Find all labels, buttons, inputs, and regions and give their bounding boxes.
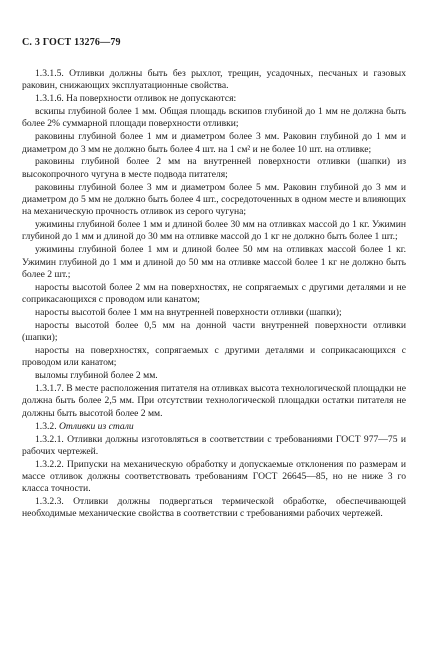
list-item: выломы глубиной более 2 мм.	[35, 370, 158, 382]
list-item: раковины глубиной более 1 мм и диаметром более 3 мм. Раковин глубиной до 1 мм и диаметром до 3 мм не должно быть более 4 шт. на 1 см² и не более 10 шт. на отливке;	[22, 131, 406, 155]
list-item: ужимины глубиной более 1 мм и длиной более 30 мм на отливках массой до 1 кг. Ужимин глубиной до 1 мм и длиной до 30 мм на отливке массой до 1 кг не должно быть более 1 шт.;	[22, 219, 406, 243]
list-item: наросты на поверхностях, сопрягаемых с другими деталями и соприкасающихся с проводом или канатом;	[22, 345, 406, 369]
paragraph-1-3-2-1: 1.3.2.1. Отливки должны изготовляться в соответствии с требованиями ГОСТ 977—75 и рабочих чертежей.	[22, 433, 406, 457]
paragraph-1-3-1-5: 1.3.1.5. Отливки должны быть без рыхлот, трещин, усадочных, песчаных и газовых раковин, снижающих эксплуатационные свойства.	[22, 68, 406, 92]
list-item: вскипы глубиной более 1 мм. Общая площадь вскипов глубиной до 1 мм не должна быть более 2% суммарной площади поверхности отливки;	[22, 106, 406, 130]
paragraph-1-3-1-7: 1.3.1.7. В месте расположения питателя на отливках высота технологической площадки не должна быть более 2,5 мм. При отсутствии технологической площадки остатки питателя не должны быть высотой более 2 мм.	[22, 383, 406, 419]
paragraph-1-3-2-2: 1.3.2.2. Припуски на механическую обработку и допускаемые отклонения по размерам и массе отливок должны соответствовать требованиям ГОСТ 26645—85, но не ниже 3 го класса точности.	[22, 458, 406, 495]
page-header: С. 3 ГОСТ 13276—79	[22, 37, 121, 48]
document-body	[22, 68, 406, 521]
list-item: наросты высотой более 0,5 мм на донной части внутренней поверхности отливки (шапки);	[22, 319, 406, 344]
list-item: наросты высотой более 2 мм на поверхностях, не сопрягаемых с другими деталями и не соприкасающихся с проводом или канатом;	[22, 281, 406, 306]
paragraph-1-3-1-6: 1.3.1.6. На поверхности отливок не допускаются:	[35, 93, 237, 105]
list-item: раковины глубиной более 2 мм на внутренней поверхности отливки (шапки) из высокопрочного чугуна в месте подвода питателя;	[22, 156, 406, 180]
section-heading-1-3-2: 1.3.2. Отливки из стали	[35, 420, 134, 432]
paragraph-1-3-2-3: 1.3.2.3. Отливки должны подвергаться термической обработке, обеспечивающей необходимые механические свойства в соответствии с требованиями рабочих чертежей.	[22, 496, 406, 520]
list-item: раковины глубиной более 3 мм и диаметром более 5 мм. Раковин глубиной до 3 мм и диаметром до 5 мм не должно быть более 4 шт., сосредоточенных в одном месте и влияющих на механическую прочность отливок из серого чугуна;	[22, 181, 406, 218]
list-item: ужимины глубиной более 1 мм и длиной более 50 мм на отливках массой более 1 кг. Ужимин глубиной до 1 мм и длиной до 50 мм на отливке массой более 1 кг не должно быть более 2 шт.;	[22, 244, 406, 280]
list-item: наросты высотой более 1 мм на внутренней поверхности отливки (шапки);	[35, 306, 342, 318]
